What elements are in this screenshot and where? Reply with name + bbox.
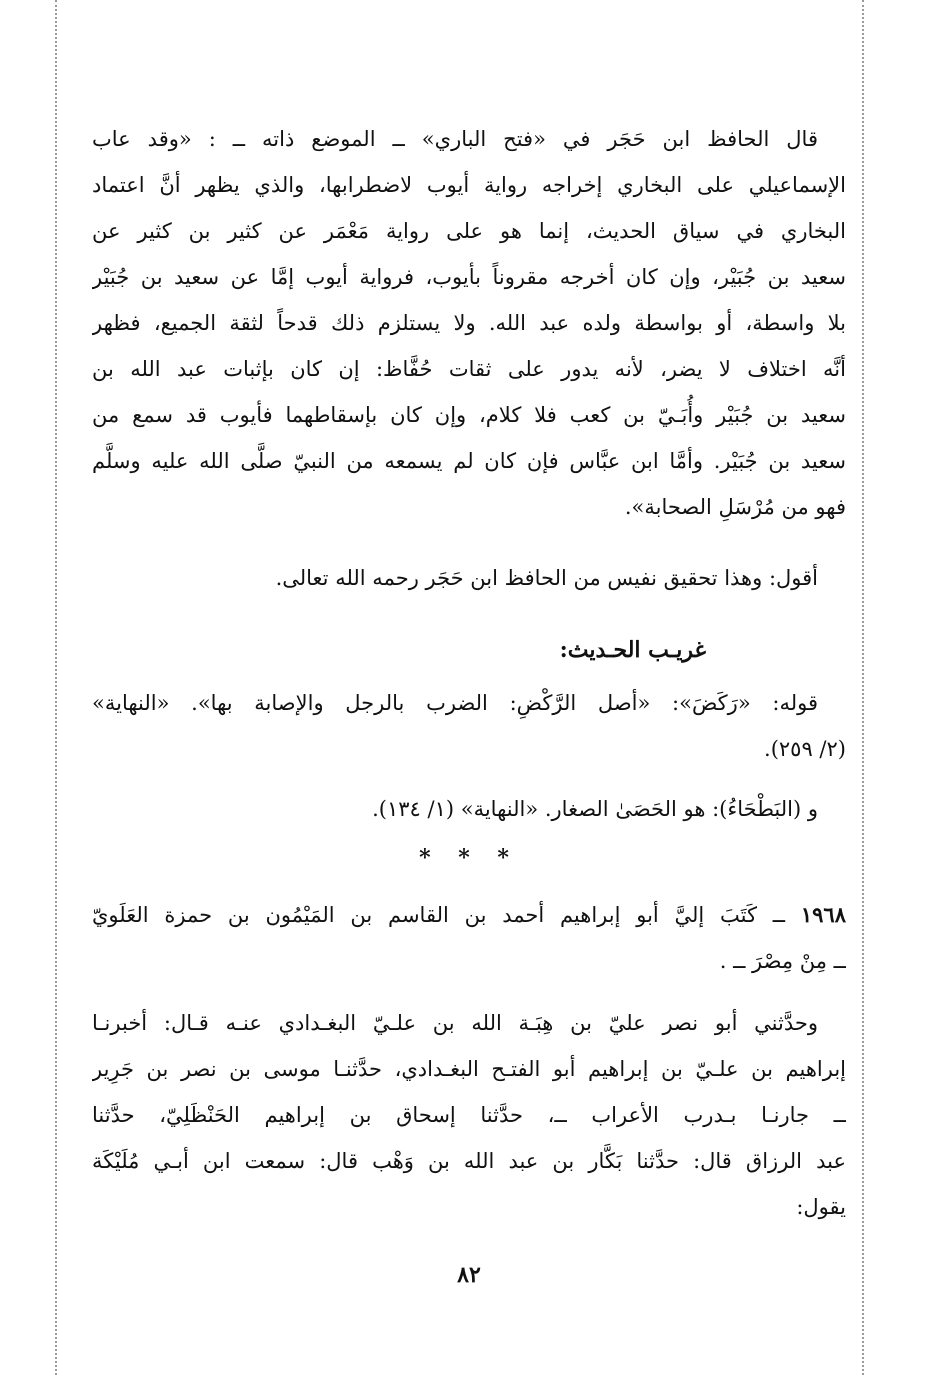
text-line: إبراهيم بن علـيّ بن إبراهيم أبو الفتـح البغـدادي، حدَّثنـا موسى بن نصر بن جَرِير (92, 1057, 846, 1081)
text-line: قال الحافظ ابن حَجَر في «فتح الباري» ــ الموضع ذاته ــ : «وقد عاب (92, 127, 818, 151)
isnad-paragraph (92, 1000, 846, 1230)
section-heading (92, 627, 846, 673)
section-separator: * * * (419, 845, 519, 871)
text-line: ــ جارنـا بـدرب الأعراب ــ، حدَّثنا إسحاق بن إبراهيم الحَنْظَلِيّ، حدَّثنا (92, 1103, 846, 1127)
text-line: وحدَّثني أبو نصر عليّ بن هِبَـة الله بن علـيّ البغـدادي عنـه قـال: أخبرنـا (92, 1011, 818, 1035)
hadith-header-text: ــ كَتَبَ إليَّ أبو إبراهيم أحمد بن القاسم بن المَيْمُون بن حمزة العَلَويّ (92, 903, 786, 927)
text-line: عبد الرزاق قال: حدَّثنا بَكَّار بن عبد الله بن وَهْب قال: سمعت ابن أبـي مُلَيْكَة (92, 1149, 846, 1173)
text-line: فهو من مُرْسَلِ الصحابة». (624, 495, 846, 519)
gloss-paragraph-batha (92, 786, 846, 832)
text-line: بلا واسطة، أو بواسطة ولده عبد الله. ولا يستلزم ذلك قدحاً لثقة الجميع، فظهر (92, 311, 846, 335)
text-line: أقول: وهذا تحقيق نفيس من الحافظ ابن حَجَر رحمه الله تعالى. (275, 566, 818, 590)
text-line: الإسماعيلي على البخاري إخراجه رواية أيوب لاضطرابها، والذي يظهر أنَّ اعتماد (92, 173, 846, 197)
gloss-paragraph-rakada (92, 680, 846, 772)
quote-paragraph (92, 116, 846, 530)
text-line: (٢/ ٢٥٩). (764, 737, 846, 761)
comment-paragraph (92, 555, 846, 601)
hadith-header-paragraph (92, 892, 846, 984)
text-line: أنَّه اختلاف لا يضر، لأنه يدور على ثقات حُفَّاظ: إن كان بإثبات عبد الله بن (92, 357, 846, 381)
text-line: سعيد بن جُبَيْر، وإن كان أخرجه مقروناً بأيوب، فرواية أيوب إمَّا عن سعيد بن جُبَيْر (92, 265, 846, 289)
text-line: ــ مِنْ مِصْرَ ــ . (719, 949, 846, 973)
right-margin-dotted-line (862, 0, 864, 1375)
page-number: ٨٢ (457, 1262, 481, 1288)
text-line: سعيد بن جُبَيْر. وأمَّا ابن عبَّاس فإن كان لم يسمعه من النبيّ صلَّى الله عليه وسلَّم (92, 449, 846, 473)
text-line: يقول: (796, 1195, 846, 1219)
heading-text: غريـب الحـديث: (559, 637, 706, 663)
text-line: سعيد بن جُبَيْر وأُبَـيّ بن كعب فلا كلام، وإن كان بإسقاطهما فأيوب قد سمع من (92, 403, 846, 427)
text-line: و (البَطْحَاءُ): هو الحَصَىٰ الصغار. «النهاية» (١/ ١٣٤). (372, 797, 818, 821)
left-margin-dotted-line (55, 0, 57, 1375)
text-line: البخاري في سياق الحديث، إنما هو على رواية مَعْمَر عن كثير بن كثير عن (92, 219, 846, 243)
text-line: قوله: «رَكَضَ»: «أصل الرَّكْضِ: الضرب بالرجل والإصابة بها». «النهاية» (92, 691, 818, 715)
hadith-number: ١٩٦٨ (800, 902, 846, 927)
text-line (92, 892, 846, 938)
